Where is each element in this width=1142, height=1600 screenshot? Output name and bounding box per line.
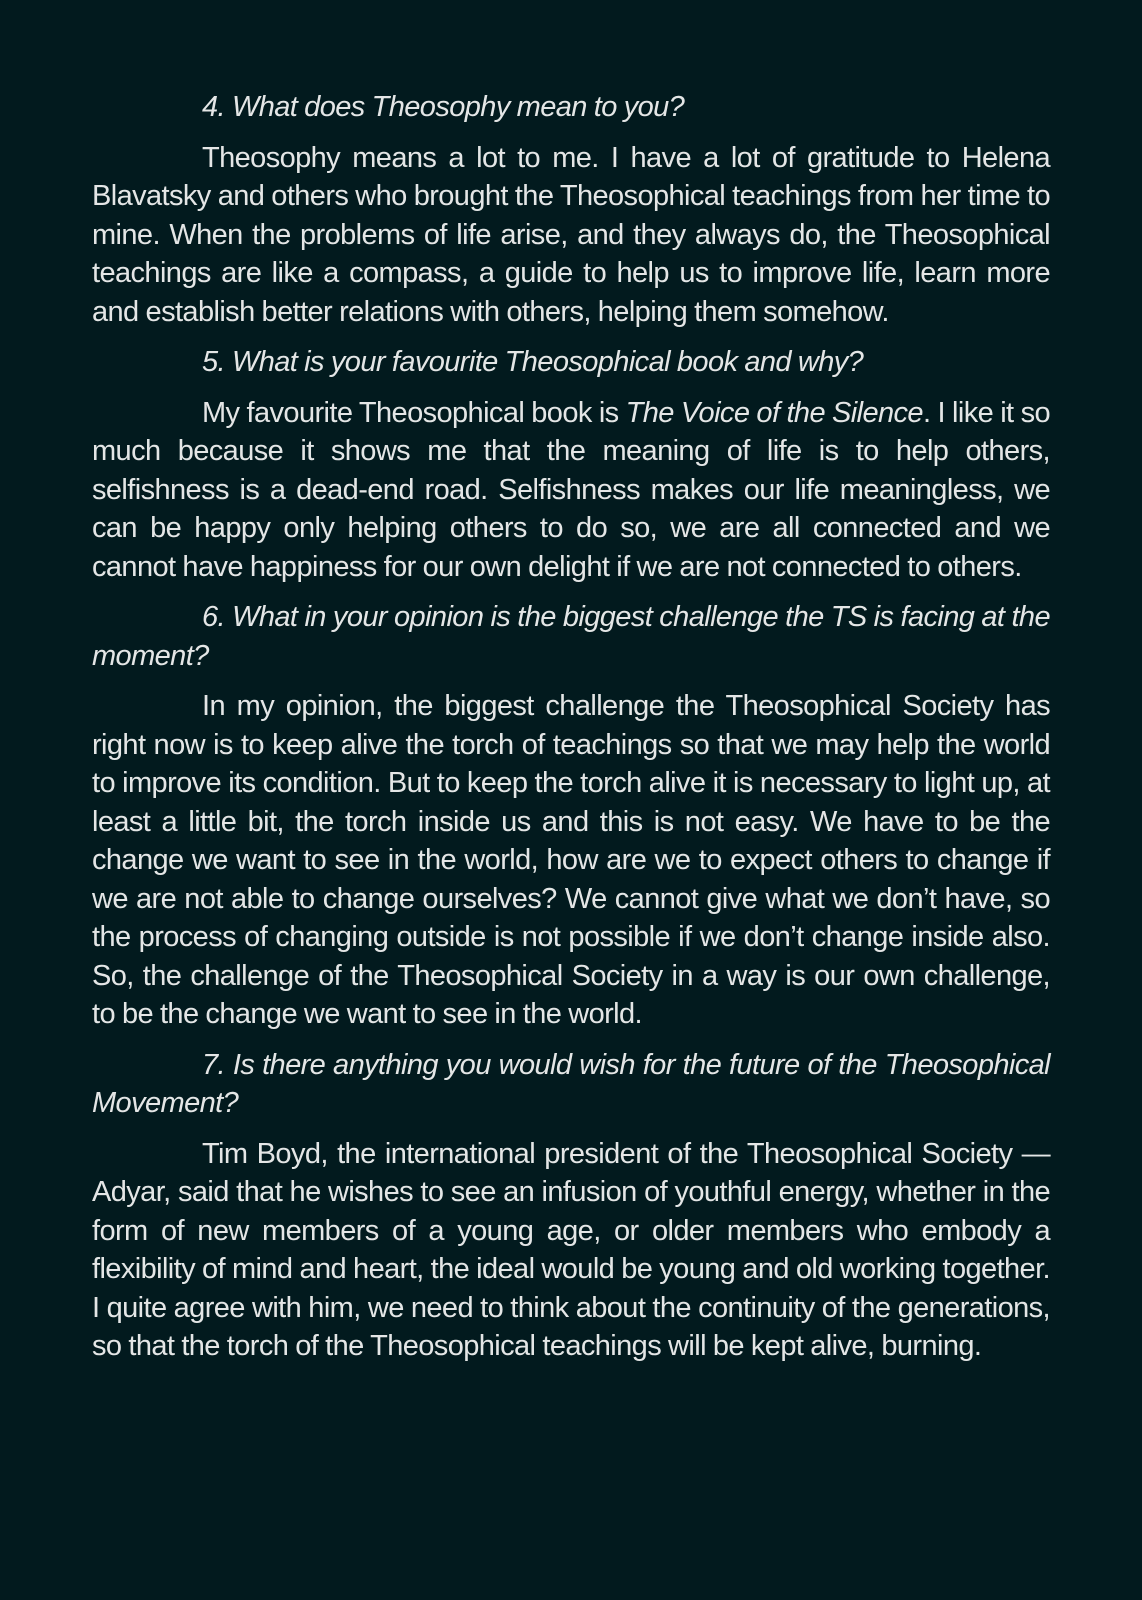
answer-5 — [92, 394, 1050, 587]
book-title: The Voice of the Silence — [625, 396, 923, 429]
answer-6: In my opinion, the biggest challenge the Theosophical Society has right now is to keep alive the torch of teachings so that we may help the world to improve its condition. But to keep the torch alive it is necessary to light up, at least a little bit, the torch inside us and this is not easy. We have to be the change we want to see in the world, how are we to expect others to change if we are not able to change ourselves? We cannot give what we don’t have, so the process of changing outside is not possible if we don’t change inside also. So, the challenge of the Theosophical Society in a way is our own challenge, to be the change we want to see in the world. — [92, 690, 1050, 1030]
answer-7: Tim Boyd, the international president of the Theosophical Society — Adyar, said that he wishes to see an infusion of youthful energy, whether in the form of new members of a young age, or older members who embody a flexibility of mind and heart, the ideal would be young and old working together. I quite agree with him, we need to think about the continuity of the generations, so that the torch of the Theosophical teachings will be kept alive, burning. — [92, 1137, 1050, 1362]
answer-4: Theosophy means a lot to me. I have a lot of gratitude to Helena Blavatsky and others who brought the Theosophical teachings from her time to mine. When the problems of life arise, and they always do, the Theosophical teachings are like a compass, a guide to help us to improve life, learn more and establish better relations with others, helping them somehow. — [92, 141, 1050, 328]
answer-5-intro: My favourite Theosophical book is — [202, 396, 626, 429]
question-5: 5. What is your favourite Theosophical book and why? — [202, 346, 864, 378]
question-7: 7. Is there anything you would wish for the future of the Theosophical Movement? — [92, 1048, 1050, 1119]
answer-5-rest: . I like it so much because it shows me that the meaning of life is to help others, selfishness is a dead-end road. Selfishness makes our life meaningless, we can be happy only helping others to do so, we are all connected and we cannot have happiness for our own delight if we are not connected to others. — [92, 396, 1050, 583]
question-6: 6. What in your opinion is the biggest challenge the TS is facing at the moment? — [92, 601, 1050, 672]
question-4: 4. What does Theosophy mean to you? — [202, 91, 685, 123]
